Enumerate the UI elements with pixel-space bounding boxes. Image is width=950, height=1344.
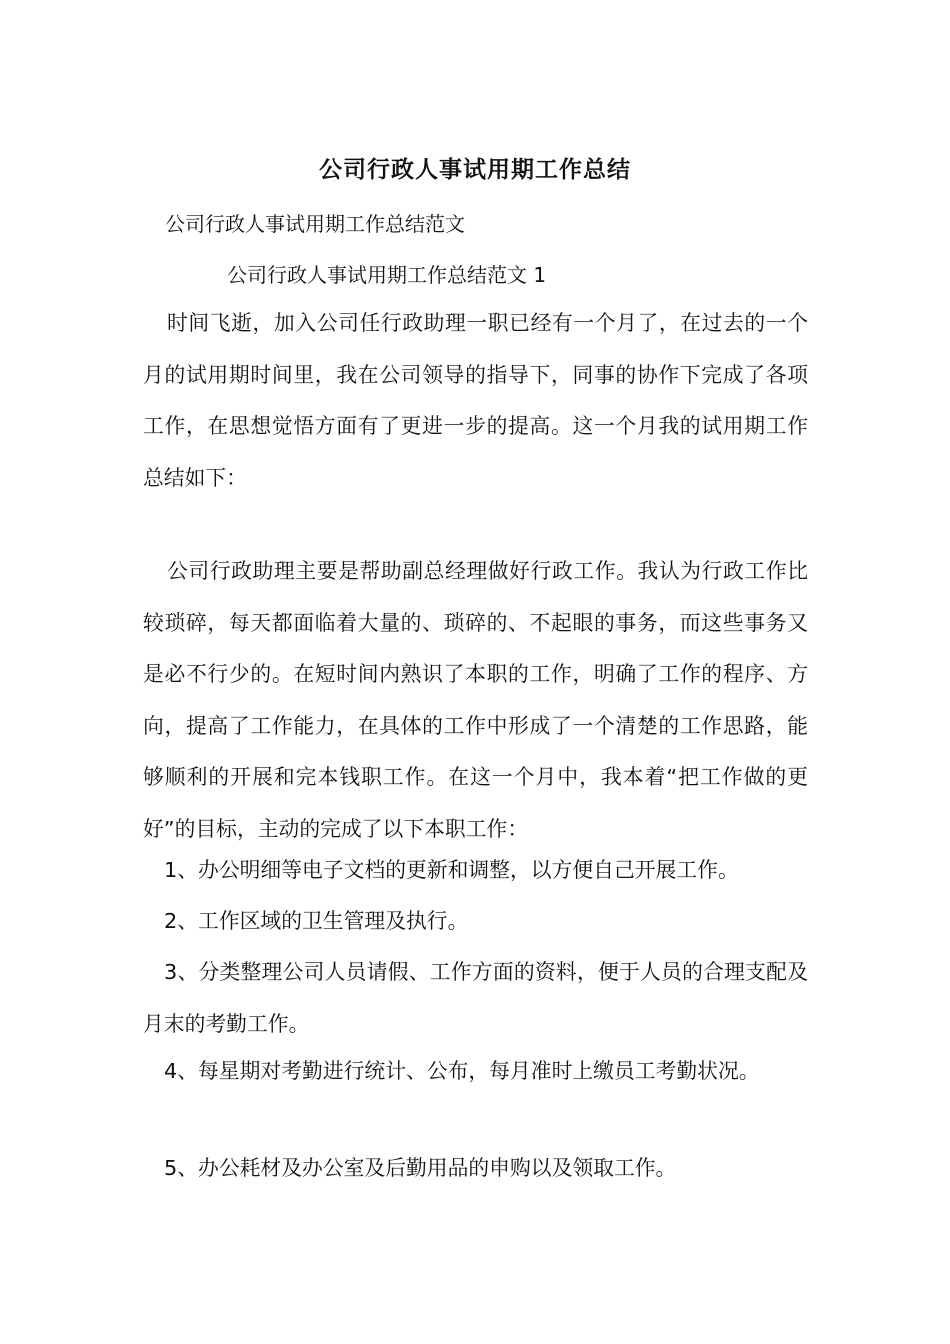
paragraph: 公司行政助理主要是帮助副总经理做好行政工作。我认为行政工作比较琐碎，每天都面临着大量的、琐碎的、不起眼的事务，而这些事务又是必不行少的。在短时间内熟识了本职的工作，明确了工作的程序、方向，提高了工作能力，在具体的工作中形成了一个清楚的工作思路，能够顺利的开展和完本钱职工作。在这一个月中，我本着“把工作做的更好”的目标，主动的完成了以下本职工作： bbox=[143, 559, 808, 841]
document-subtitle: 公司行政人事试用期工作总结范文 bbox=[165, 212, 465, 236]
list-item: 3、分类整理公司人员请假、工作方面的资料，便于人员的合理支配及月末的考勤工作。 bbox=[143, 960, 808, 1036]
list-item: 1、办公明细等电子文档的更新和调整，以方便自己开展工作。 bbox=[164, 858, 739, 882]
list-item: 5、办公耗材及办公室及后勤用品的申购以及领取工作。 bbox=[164, 1156, 677, 1180]
paragraph: 时间飞逝，加入公司任行政助理一职已经有一个月了，在过去的一个月的试用期时间里，我在公司领导的指导下，同事的协作下完成了各项工作，在思想觉悟方面有了更进一步的提高。这一个月我的试用期工作总结如下： bbox=[143, 311, 808, 490]
list-item: 4、每星期对考勤进行统计、公布，每月准时上缴员工考勤状况。 bbox=[164, 1059, 760, 1083]
section-heading: 公司行政人事试用期工作总结范文 1 bbox=[227, 263, 547, 287]
list-item: 2、工作区域的卫生管理及执行。 bbox=[164, 909, 469, 933]
document-title: 公司行政人事试用期工作总结 bbox=[319, 157, 631, 183]
